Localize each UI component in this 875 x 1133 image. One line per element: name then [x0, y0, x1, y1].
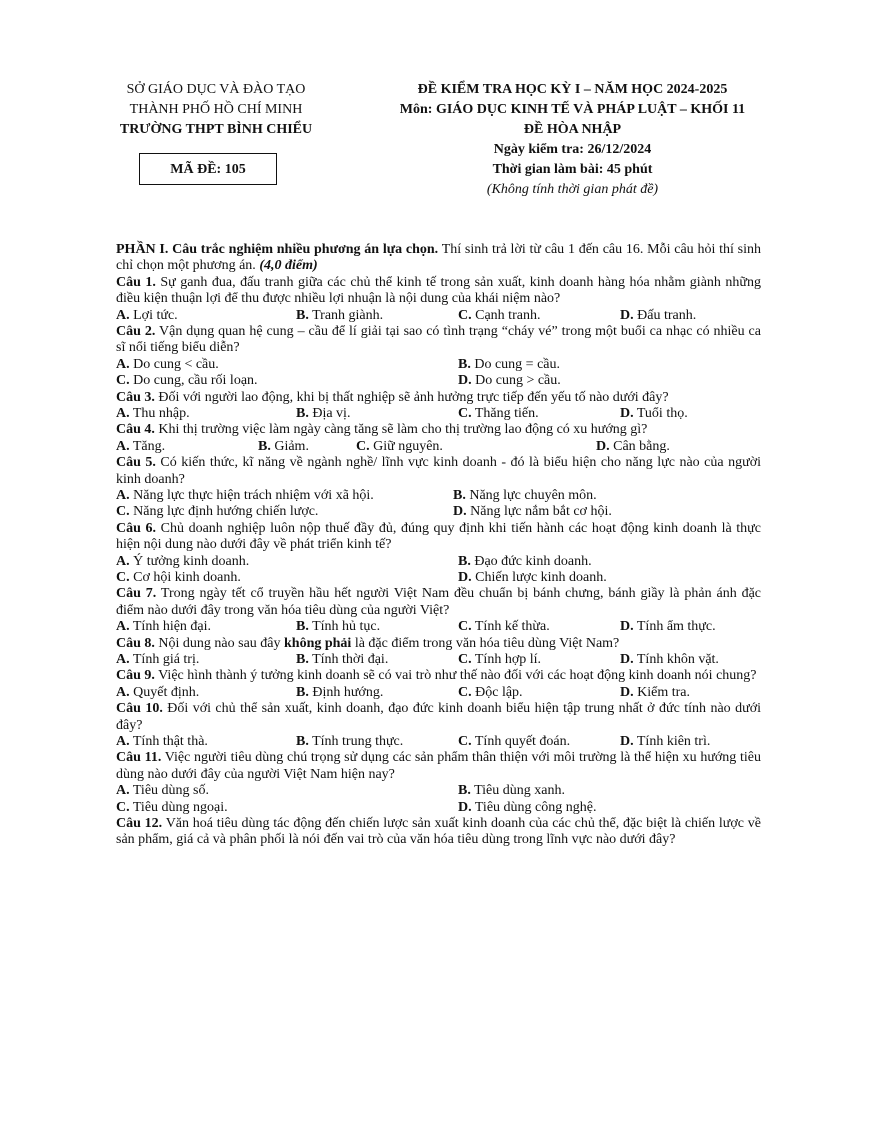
school-header: [96, 80, 336, 140]
option-text: Tính thời đại.: [308, 652, 389, 667]
question-text: Trong ngày tết cổ truyền hầu hết người Việt Nam đều chuẩn bị bánh chưng, bánh giầy là phản ánh đặc điểm nào dưới đây trong văn hóa tiêu dùng của người Việt?: [116, 586, 761, 618]
question-label: Câu 1.: [116, 274, 156, 290]
option-text: Tính giá trị.: [129, 652, 200, 667]
option-key: C.: [458, 652, 472, 667]
answer-option[interactable]: [620, 406, 688, 422]
department-name: SỞ GIÁO DỤC VÀ ĐÀO TẠO: [126, 82, 306, 97]
answer-row: [116, 800, 761, 816]
option-text: Tính hiện đại.: [129, 619, 212, 635]
question-label: Câu 7.: [116, 586, 157, 602]
option-key: B.: [458, 356, 471, 372]
exam-title: ĐỀ KIỂM TRA HỌC KỲ I – NĂM HỌC 2024-2025: [417, 82, 728, 97]
exam-note: (Không tính thời gian phát đề): [486, 182, 659, 197]
option-text: Độc lập.: [471, 684, 523, 700]
city-name: THÀNH PHỐ HỒ CHÍ MINH: [129, 102, 303, 117]
question-emphasis: không phải: [284, 635, 352, 651]
option-key: C.: [458, 684, 472, 700]
answer-option[interactable]: [116, 373, 258, 389]
question-label: Câu 10.: [116, 701, 163, 717]
option-text: Do cung, cầu rối loạn.: [129, 373, 258, 389]
answer-option[interactable]: [458, 406, 539, 422]
exam-duration: Thời gian làm bài: 45 phút: [492, 162, 653, 177]
option-text: Thăng tiến.: [471, 406, 539, 422]
option-text: Do cung < cầu.: [129, 356, 219, 372]
answer-option[interactable]: [458, 685, 523, 701]
option-text: Tính ẩm thực.: [633, 619, 716, 635]
answer-option[interactable]: [116, 308, 178, 324]
option-text: Cân bằng.: [609, 438, 670, 454]
answer-option[interactable]: [116, 488, 374, 504]
question-text: Việc người tiêu dùng chú trọng sử dụng các sản phẩm thân thiện với môi trường là thể hiện xu hướng tiêu dùng nào dưới đây của người Việt Nam hiện nay?: [116, 750, 761, 782]
answer-option[interactable]: [620, 308, 696, 324]
answer-option[interactable]: [116, 504, 318, 520]
answer-option[interactable]: [258, 439, 309, 455]
option-key: A.: [116, 684, 130, 700]
answer-option[interactable]: [620, 685, 690, 701]
option-key: A.: [116, 553, 130, 569]
answer-row: [116, 570, 761, 586]
answer-row: [116, 504, 761, 520]
question-12: [116, 816, 761, 849]
answer-option[interactable]: [116, 734, 208, 750]
option-key: D.: [620, 652, 634, 667]
option-text: Định hướng.: [308, 684, 384, 700]
answer-option[interactable]: [116, 439, 165, 455]
answer-row: [116, 488, 761, 504]
option-key: B.: [453, 488, 466, 504]
question-3: [116, 390, 761, 406]
answer-row: [116, 685, 761, 701]
option-text: Do cung > cầu.: [471, 373, 561, 389]
option-key: D.: [596, 438, 610, 454]
option-key: C.: [458, 619, 472, 635]
question-label: Câu 5.: [116, 455, 156, 471]
answer-option[interactable]: [453, 488, 597, 504]
question-label: Câu 6.: [116, 520, 157, 536]
option-key: A.: [116, 438, 130, 454]
section-title: PHẦN I. Câu trắc nghiệm nhiều phương án lựa chọn.: [116, 242, 439, 257]
option-text: Lợi tức.: [129, 307, 178, 323]
section-points: (4,0 điểm): [259, 258, 318, 274]
answer-option[interactable]: [116, 406, 190, 422]
answer-option[interactable]: [596, 439, 670, 455]
question-label: Câu 8.: [116, 635, 155, 651]
question-text: Vận dụng quan hệ cung – cầu để lí giải tại sao có tình trạng “cháy vé” trong một buổi ca nhạc có nhiều ca sĩ nổi tiếng biểu diễn?: [116, 324, 761, 356]
answer-option[interactable]: [458, 373, 561, 389]
question-5: [116, 455, 761, 488]
answer-row: [116, 308, 761, 324]
exam-date: Ngày kiểm tra: 26/12/2024: [493, 142, 652, 157]
answer-option[interactable]: [458, 652, 541, 668]
school-name: TRƯỜNG THPT BÌNH CHIỂU: [119, 122, 313, 137]
answer-row: [116, 554, 761, 570]
answer-option[interactable]: [116, 357, 219, 373]
answer-row: [116, 373, 761, 389]
option-text: Thu nhập.: [129, 406, 190, 422]
option-key: D.: [458, 799, 472, 815]
answer-option[interactable]: [296, 406, 350, 422]
option-key: C.: [116, 799, 130, 815]
option-key: B.: [458, 783, 471, 799]
option-text: Tính trung thực.: [308, 734, 404, 749]
option-text: Năng lực thực hiện trách nhiệm với xã hội.: [129, 488, 374, 504]
option-text: Tranh giành.: [308, 307, 384, 323]
option-key: B.: [296, 652, 309, 667]
question-label: Câu 9.: [116, 668, 155, 684]
answer-option[interactable]: [453, 504, 612, 520]
section-intro: [116, 242, 761, 275]
section-instruction: Thí sinh trả lời từ câu 1 đến câu 16. Mỗi câu hỏi thí sinh chỉ chọn một phương án.: [116, 242, 761, 274]
question-8: [116, 636, 761, 652]
option-key: B.: [296, 619, 309, 635]
option-text: Tính hợp lí.: [471, 652, 541, 667]
answer-option[interactable]: [458, 800, 596, 816]
exam-code-box: MÃ ĐỀ: 105: [139, 153, 277, 185]
option-text: Tính kế thừa.: [471, 619, 550, 635]
question-text: Có kiến thức, kĩ năng về ngành nghề/ lĩnh vực kinh doanh - đó là biểu hiện cho năng lực nào của người kinh doanh?: [116, 455, 761, 487]
option-key: C.: [458, 406, 472, 422]
option-text: Chiến lược kinh doanh.: [471, 570, 607, 585]
question-11: [116, 750, 761, 783]
answer-row: [116, 619, 761, 635]
option-text: Tiêu dùng số.: [129, 783, 209, 799]
answer-option[interactable]: [356, 439, 443, 455]
exam-subject: Môn: GIÁO DỤC KINH TẾ VÀ PHÁP LUẬT – KHỐI 11: [399, 102, 746, 117]
option-text: Năng lực định hướng chiến lược.: [129, 504, 319, 520]
question-list: [116, 242, 761, 849]
option-key: C.: [458, 734, 472, 749]
option-key: A.: [116, 619, 130, 635]
option-key: A.: [116, 356, 130, 372]
option-text: Kiểm tra.: [633, 684, 690, 700]
option-text: Ý tưởng kinh doanh.: [129, 553, 250, 569]
option-text: Do cung = cầu.: [470, 356, 560, 372]
answer-option[interactable]: [116, 570, 241, 586]
question-label: Câu 4.: [116, 422, 155, 438]
answer-option[interactable]: [116, 685, 199, 701]
question-text: Đối với người lao động, khi bị thất nghiệp sẽ ảnh hưởng trực tiếp đến yếu tố nào dưới đây?: [154, 389, 669, 405]
answer-option[interactable]: [458, 734, 570, 750]
option-text: Giữ nguyên.: [369, 438, 443, 454]
answer-option[interactable]: [296, 308, 383, 324]
question-10: [116, 701, 761, 734]
answer-option[interactable]: [458, 554, 592, 570]
option-text: Địa vị.: [308, 406, 351, 422]
option-text: Năng lực chuyên môn.: [465, 488, 597, 504]
option-key: C.: [116, 570, 130, 585]
answer-option[interactable]: [458, 570, 607, 586]
question-text: Chủ doanh nghiệp luôn nộp thuế đầy đủ, đúng quy định khi tiến hành các hoạt động kinh doanh là thực hiện nội dung nào dưới đây về phát triển kinh tế?: [116, 520, 761, 553]
option-key: D.: [620, 684, 634, 700]
question-text: Văn hoá tiêu dùng tác động đến chiến lược sản xuất kinh doanh của các chủ thể, đặc biệt là chiến lược về sản phẩm, giá cả và phân phối là nói đến vai trò của văn hóa tiêu dùng trong lĩnh vực nào dưới đây?: [116, 815, 761, 848]
answer-option[interactable]: [458, 619, 550, 635]
answer-row: [116, 783, 761, 799]
option-key: B.: [296, 684, 309, 700]
answer-option[interactable]: [296, 652, 388, 668]
question-text: Khi thị trường việc làm ngày càng tăng sẽ làm cho thị trường lao động có xu hướng gì?: [154, 422, 648, 438]
answer-row: [116, 406, 761, 422]
exam-header: [360, 80, 785, 200]
option-text: Năng lực nắm bắt cơ hội.: [466, 504, 612, 520]
question-text: Đối với chủ thể sản xuất, kinh doanh, đạo đức kinh doanh biểu hiện tập trung nhất ở đức tính nào dưới đây?: [116, 701, 761, 733]
answer-row: [116, 652, 761, 668]
option-text: Đạo đức kinh doanh.: [470, 553, 592, 569]
question-text: Nội dung nào sau đây: [154, 635, 284, 651]
answer-option[interactable]: [116, 652, 199, 668]
option-key: B.: [458, 553, 471, 569]
option-key: D.: [620, 734, 634, 749]
answer-option[interactable]: [458, 357, 560, 373]
option-text: Tuổi thọ.: [633, 406, 688, 422]
option-text: Tính khôn vặt.: [633, 652, 719, 667]
question-text: là đặc điểm trong văn hóa tiêu dùng Việt Nam?: [351, 635, 620, 651]
option-key: D.: [620, 406, 634, 422]
option-key: D.: [620, 619, 634, 635]
option-text: Cơ hội kinh doanh.: [129, 570, 241, 585]
option-key: B.: [258, 438, 271, 454]
option-text: Tăng.: [129, 438, 166, 454]
option-text: Đấu tranh.: [633, 307, 697, 323]
option-key: D.: [458, 373, 472, 389]
option-text: Tính hủ tục.: [308, 619, 381, 635]
option-key: C.: [116, 373, 130, 389]
option-key: A.: [116, 406, 130, 422]
answer-row: [116, 734, 761, 750]
answer-option[interactable]: [458, 783, 565, 799]
option-text: Tính quyết đoán.: [471, 734, 571, 749]
option-text: Quyết định.: [129, 684, 200, 700]
question-2: [116, 324, 761, 357]
option-key: B.: [296, 406, 309, 422]
answer-option[interactable]: [458, 308, 540, 324]
option-key: D.: [458, 570, 472, 585]
option-text: Cạnh tranh.: [471, 307, 541, 323]
answer-option[interactable]: [296, 619, 380, 635]
option-key: B.: [296, 734, 309, 749]
exam-variant: ĐỀ HÒA NHẬP: [523, 122, 622, 137]
question-label: Câu 2.: [116, 324, 156, 340]
option-text: Tính thật thà.: [129, 734, 208, 749]
answer-option[interactable]: [116, 783, 209, 799]
question-text: Sự ganh đua, đấu tranh giữa các chủ thể kinh tế trong sản xuất, kinh doanh hàng hóa nhằm giành những điều kiện thuận lợi để thu được nhiều lợi nhuận là nội dung của khái niệm nào?: [116, 274, 761, 307]
answer-option[interactable]: [116, 800, 228, 816]
option-text: Tiêu dùng công nghệ.: [471, 799, 597, 815]
answer-option[interactable]: [296, 685, 383, 701]
option-key: C.: [458, 307, 472, 323]
option-key: A.: [116, 488, 130, 504]
option-key: C.: [116, 504, 130, 520]
answer-option[interactable]: [620, 734, 710, 750]
option-key: C.: [356, 438, 370, 454]
option-text: Tiêu dùng ngoại.: [129, 799, 228, 815]
question-7: [116, 586, 761, 619]
option-key: A.: [116, 652, 130, 667]
option-key: A.: [116, 734, 130, 749]
option-key: D.: [453, 504, 467, 520]
answer-option[interactable]: [620, 652, 719, 668]
option-key: D.: [620, 307, 634, 323]
answer-row: [116, 357, 761, 373]
question-6: [116, 521, 761, 554]
question-9: [116, 668, 761, 684]
question-label: Câu 12.: [116, 815, 163, 831]
option-text: Tính kiên trì.: [633, 734, 711, 749]
option-text: Tiêu dùng xanh.: [470, 783, 565, 799]
option-text: Giảm.: [270, 438, 309, 454]
answer-option[interactable]: [620, 619, 716, 635]
answer-option[interactable]: [296, 734, 403, 750]
answer-option[interactable]: [116, 619, 211, 635]
answer-row: [116, 439, 761, 455]
option-key: B.: [296, 307, 309, 323]
question-4: [116, 422, 761, 438]
option-key: A.: [116, 783, 130, 799]
answer-option[interactable]: [116, 554, 249, 570]
question-label: Câu 11.: [116, 750, 162, 766]
question-text: Việc hình thành ý tưởng kinh doanh sẽ có vai trò như thế nào đối với các hoạt động kinh doanh nói chung?: [154, 668, 757, 684]
option-key: A.: [116, 307, 130, 323]
question-label: Câu 3.: [116, 389, 155, 405]
question-1: [116, 275, 761, 308]
